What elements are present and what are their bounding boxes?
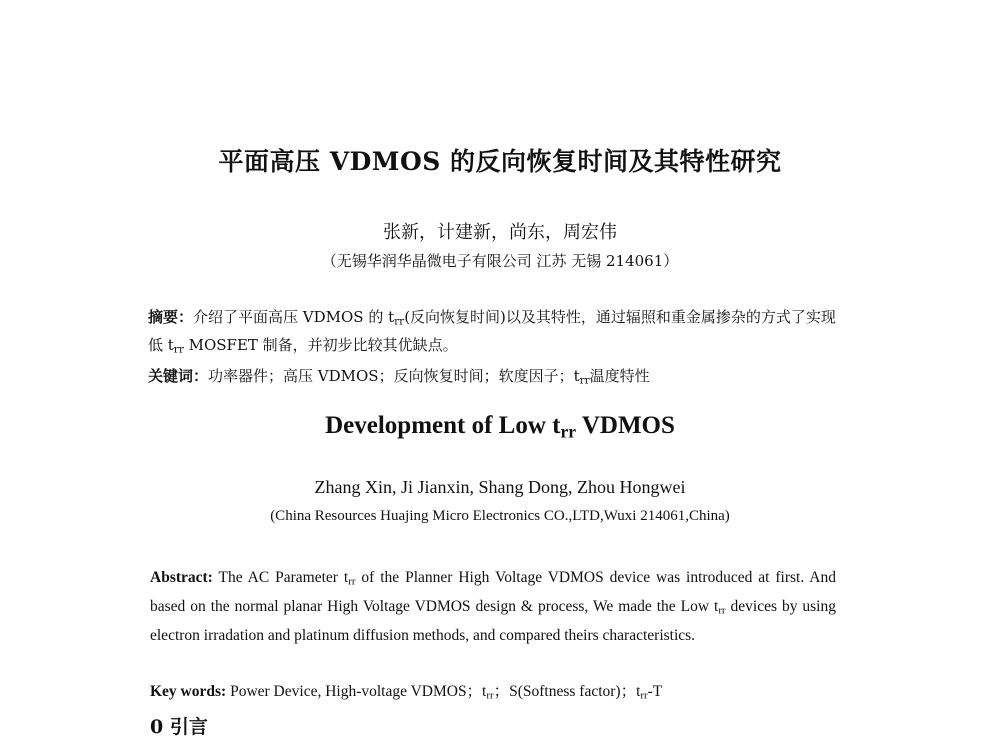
- subscript-rr: rr: [486, 689, 494, 702]
- english-title: [0, 412, 1000, 440]
- chinese-authors: 张新，计建新，尚东，周宏伟: [383, 222, 617, 243]
- english-keywords-text-1: Power Device, High-voltage VDMOS；t: [226, 683, 487, 700]
- chinese-keywords-text-1: 功率器件；高压 VDMOS；反向恢复时间；软度因子；t: [208, 367, 580, 385]
- english-abstract-text-3: devices by using electron irradation and platinum diffusion methods, and compared theirs characteristics.: [150, 598, 836, 644]
- section-heading: 0 引言: [150, 716, 208, 738]
- english-affiliation: (China Resources Huajing Micro Electronics CO.,LTD,Wuxi 214061,China): [270, 508, 730, 524]
- chinese-title: 平面高压 VDMOS 的反向恢复时间及其特性研究: [218, 147, 782, 176]
- chinese-keywords: [148, 362, 848, 390]
- english-keywords-label: Key words:: [150, 683, 227, 700]
- chinese-keywords-label: 关键词：: [148, 367, 209, 385]
- english-abstract: [150, 563, 836, 650]
- chinese-abstract-label: 摘要：: [148, 308, 194, 326]
- english-keywords-text-3: -T: [647, 683, 663, 700]
- chinese-abstract-text-2: (反向恢复时间)以及其特性，通过辐照和重金属掺杂的方式了实现低 t: [148, 308, 836, 354]
- subscript-rr: rr: [348, 575, 356, 588]
- chinese-keywords-text-2: 温度特性: [589, 367, 650, 385]
- english-abstract-text-2: of the Planner High Voltage VDMOS device was introduced at first. And based on the normal planar High Voltage VDMOS design & process, We made the Low t: [150, 569, 836, 615]
- english-keywords: [150, 679, 662, 701]
- subscript-rr: rr: [579, 374, 590, 387]
- subscript-rr: rr: [394, 315, 405, 328]
- english-authors: Zhang Xin, Ji Jianxin, Shang Dong, Zhou Hongwei: [314, 477, 686, 497]
- english-abstract-text-1: The AC Parameter t: [212, 569, 349, 586]
- english-keywords-text-2: ；S(Softness factor)；t: [493, 683, 641, 700]
- english-abstract-label: Abstract:: [150, 569, 213, 586]
- english-title-main: Development of Low t: [325, 412, 561, 439]
- chinese-abstract-text-3: MOSFET 制备，并初步比较其优缺点。: [183, 336, 458, 354]
- subscript-rr: rr: [718, 604, 726, 617]
- chinese-abstract: [148, 303, 848, 359]
- english-title-end: VDMOS: [576, 412, 675, 439]
- chinese-abstract-text-1: 介绍了平面高压 VDMOS 的 t: [193, 308, 395, 326]
- english-title-subscript: rr: [560, 421, 577, 442]
- subscript-rr: rr: [173, 343, 184, 356]
- subscript-rr: rr: [640, 689, 648, 702]
- chinese-affiliation: （无锡华润华晶微电子有限公司 江苏 无锡 214061）: [321, 252, 679, 270]
